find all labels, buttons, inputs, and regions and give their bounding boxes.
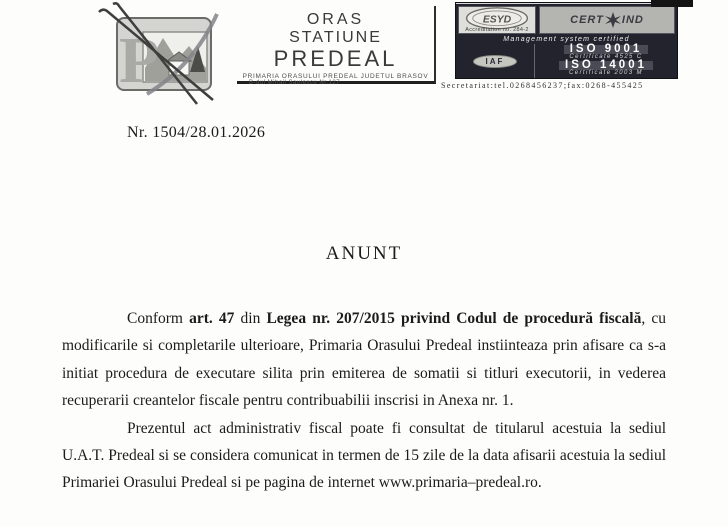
badge-logo-row <box>456 4 677 35</box>
letterhead-line-statiune: STATIUNE <box>289 29 382 46</box>
certind-label-right: IND <box>621 14 644 26</box>
letterhead-line-predeal: PREDEAL <box>273 46 398 71</box>
certification-badge <box>455 2 678 79</box>
document-body <box>62 305 666 497</box>
iso-14001-certificate: Certificate 2003 M <box>569 70 643 76</box>
certind-logo-cell <box>539 6 675 34</box>
management-system-band: Management system certified <box>503 36 630 43</box>
letterhead-subtitle: PRIMARIA ORASULUI PREDEAL JUDETUL BRASOV <box>242 73 429 80</box>
certind-star-icon <box>605 12 621 28</box>
badge-bottom-row <box>456 44 677 78</box>
iso-certificates-cell <box>534 44 677 78</box>
document-title: ANUNT <box>325 243 403 264</box>
secretariat-contact-line: Secretariat:tel.0268456237;fax:0268-455425 <box>441 81 644 90</box>
document-number: Nr. 1504/28.01.2026 <box>127 124 266 141</box>
svg-text:P: P <box>119 24 160 97</box>
letterhead-address: B-dul Mihail Saulescu Nr.127 <box>249 80 341 86</box>
svg-text:ESYD: ESYD <box>482 14 512 26</box>
iaf-logo-icon: IAF <box>473 55 517 68</box>
letterhead-center-block <box>237 6 436 84</box>
esyd-logo-cell <box>458 6 536 34</box>
predeal-city-logo-icon <box>93 2 235 106</box>
paragraph: Prezentul act administrativ fiscal poate fi consultat de titularul acestuia la sediul U.A.T. Predeal si se considera comunicat in termen de 15 zile de la data afisarii acestuia la sediul Primariei Orasului Predeal si pe pagina de internet www.primaria–predeal.ro. <box>62 419 666 492</box>
iso-9001-label: ISO 9001 <box>564 45 649 54</box>
iso-9001-certificate: Certificate 4525 C <box>569 54 643 60</box>
certind-label-left: CERT <box>570 14 604 26</box>
iaf-logo-cell <box>456 44 534 78</box>
letterhead-line-oras: ORAS <box>306 11 365 28</box>
paragraph: Conform art. 47 din Legea nr. 207/2015 privind Codul de procedură fiscală, cu modificarile si completarile ulterioare, Primaria Orasului Predeal instiinteaza prin afisare ca s-a initiat procedura de executare silita prin emiterea de somatii si titluri executorii, in vederea recuperarii creantelor fiscale pentru contribuabilii inscrisi in Anexa nr. 1. <box>62 310 666 410</box>
iso-14001-label: ISO 14001 <box>559 61 653 70</box>
accreditation-label: Accreditation no. 284-2 <box>465 27 529 33</box>
scan-artifact <box>651 0 693 7</box>
